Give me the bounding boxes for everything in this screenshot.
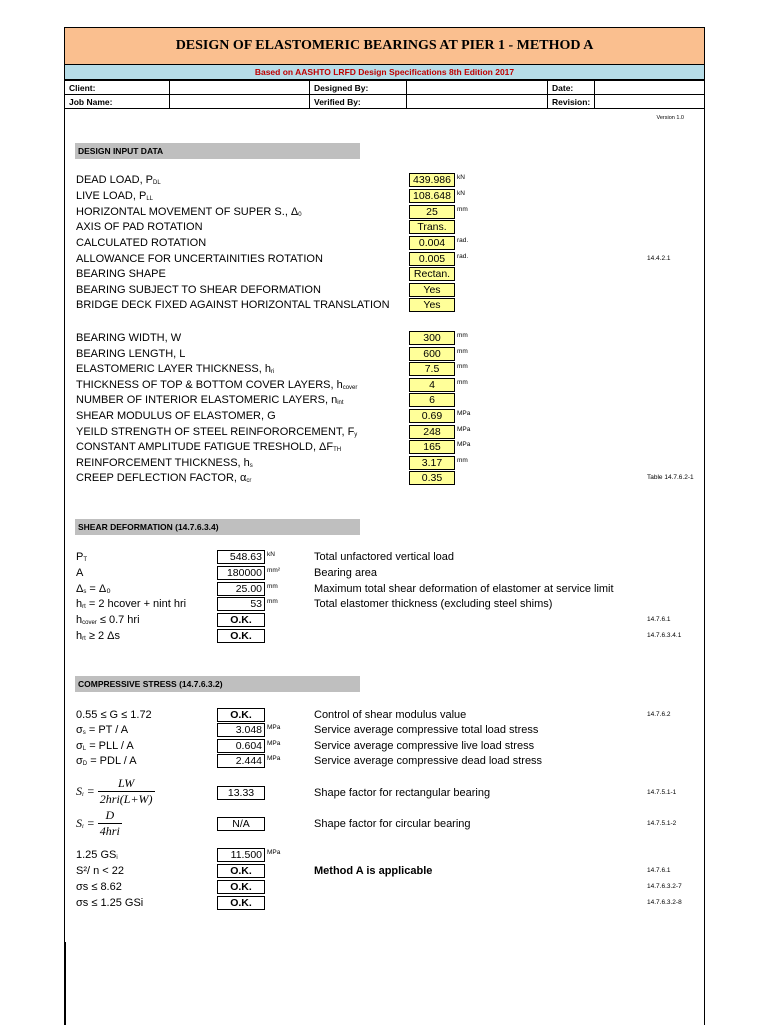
row-label: BEARING SUBJECT TO SHEAR DEFORMATION (76, 284, 321, 296)
row-label: $h_{rt} = 2$ hcover + nint hri (76, 598, 187, 611)
stress-row (65, 754, 704, 769)
stress-row (65, 723, 704, 738)
shear-value[interactable]: 25.00 (217, 582, 265, 596)
check-value[interactable]: O.K. (217, 880, 265, 894)
g-check-row (65, 708, 704, 723)
sheet-subtitle: Based on AASHTO LRFD Design Specifications 8th Edition 2017 (65, 65, 704, 80)
input-unit: mm (457, 347, 468, 355)
input-row (65, 283, 704, 298)
input-value[interactable]: 0.005 (409, 252, 455, 266)
check-value[interactable]: O.K. (217, 896, 265, 910)
section-header-compressive: COMPRESSIVE STRESS (14.7.6.3.2) (75, 676, 360, 692)
shear-unit: mm (267, 582, 278, 590)
input-row (65, 347, 704, 362)
input-value[interactable]: 165 (409, 440, 455, 454)
input-value[interactable]: 439.986 (409, 173, 455, 187)
input-row (65, 362, 704, 377)
row-label: ELASTOMERIC LAYER THICKNESS, $h_{ri}$ (76, 363, 275, 376)
row-label: $h_{rt} \ge 2$ Δs (76, 630, 120, 642)
input-row (65, 252, 704, 267)
shear-desc: Maximum total shear deformation of elastomer at service limit (314, 582, 614, 595)
input-row (65, 220, 704, 235)
input-unit: mm (457, 332, 468, 339)
input-row (65, 425, 704, 440)
stress-value[interactable]: 3.048 (217, 723, 265, 737)
input-value[interactable]: Rectan. (409, 267, 455, 281)
input-value[interactable]: 7.5 (409, 362, 455, 376)
row-label: CREEP DEFLECTION FACTOR, $\alpha_{cr}$ (76, 472, 252, 485)
designed-by-field[interactable] (407, 81, 548, 95)
check-label: σs ≤ 8.62 (76, 880, 122, 893)
shear-value[interactable]: 548.63 (217, 550, 265, 564)
input-row (65, 471, 704, 486)
gs-unit: MPa (267, 849, 281, 856)
input-value[interactable]: 4 (409, 378, 455, 392)
input-unit: mm (457, 378, 468, 386)
shear-row (65, 597, 704, 612)
input-ref: 14.4.2.1 (647, 255, 671, 262)
input-value[interactable]: Yes (409, 298, 455, 312)
gs-value[interactable]: 11.500 (217, 848, 265, 862)
check-label: S²/ n < 22 (76, 865, 125, 877)
stress-unit: MPa (267, 755, 281, 762)
check-desc: Method A is applicable (314, 865, 433, 877)
check-value[interactable]: O.K. (217, 864, 265, 878)
check-ref: 14.7.6.3.2-7 (647, 882, 682, 890)
row-label: $\sigma_L$ = PLL / A (76, 739, 134, 752)
shear-row (65, 550, 704, 565)
stress-desc: Service average compressive total load stress (314, 724, 539, 736)
input-value[interactable]: 0.69 (409, 409, 455, 423)
input-unit: rad. (457, 253, 469, 260)
shear-row (65, 582, 704, 597)
input-row (65, 393, 704, 408)
row-label: BRIDGE DECK FIXED AGAINST HORIZONTAL TRANSLATION (76, 299, 390, 311)
row-label: BEARING LENGTH, L (76, 347, 186, 360)
shear-desc: Total elastomer thickness (excluding steel shims) (314, 598, 553, 611)
check-label: σs ≤ 1.25 GSi (76, 896, 144, 909)
g-check-label: 0.55 ≤ G ≤ 1.72 (76, 709, 152, 721)
shear-value[interactable]: 180000 (217, 566, 265, 580)
row-label: REINFORCEMENT THICKNESS, $h_s$ (76, 456, 253, 469)
input-row (65, 189, 704, 204)
input-row (65, 298, 704, 313)
check-ref: 14.7.6.3.2-8 (647, 898, 682, 906)
client-field[interactable] (170, 81, 310, 95)
input-row (65, 267, 704, 282)
shape-factor-circ-value[interactable]: N/A (217, 817, 265, 831)
row-label: $\sigma_D$ = PDL / A (76, 755, 137, 767)
input-unit: rad. (457, 237, 469, 244)
row-label: CONSTANT AMPLITUDE FATIGUE TRESHOLD, $\Delta F_{TH}$ (76, 441, 342, 454)
revision-field[interactable] (595, 95, 705, 109)
input-row (65, 173, 704, 188)
input-value[interactable]: 108.648 (409, 189, 455, 203)
input-unit: kN (457, 190, 465, 197)
input-value[interactable]: 25 (409, 205, 455, 219)
row-label: THICKNESS OF TOP & BOTTOM COVER LAYERS, $h_{cover}$ (76, 378, 358, 391)
shear-row (65, 629, 704, 644)
input-unit: kN (457, 174, 465, 181)
section-header-input: DESIGN INPUT DATA (75, 143, 360, 159)
row-label: $h_{cover} \le 0.7$ hri (76, 614, 140, 627)
shear-value[interactable]: 53 (217, 597, 265, 611)
date-field[interactable] (595, 81, 705, 95)
worksheet (64, 27, 705, 1025)
row-label: ALLOWANCE FOR UNCERTAINITIES ROTATION (76, 253, 323, 265)
shape-factor-rect-desc: Shape factor for rectangular bearing (314, 787, 491, 799)
row-label: SHEAR MODULUS OF ELASTOMER, G (76, 410, 276, 422)
project-info-table (65, 80, 704, 109)
shape-factor-rect-value[interactable]: 13.33 (217, 786, 265, 800)
input-row (65, 440, 704, 455)
input-unit: mm (457, 456, 468, 464)
row-label: LIVE LOAD, $P_{LL}$ (76, 190, 153, 202)
shear-ref: 14.7.6.1 (647, 616, 671, 624)
version-label: Version 1.0 (656, 115, 684, 121)
stress-value[interactable]: 2.444 (217, 754, 265, 768)
input-unit: mm (457, 206, 468, 213)
sheet-title: DESIGN OF ELASTOMERIC BEARINGS AT PIER 1 - METHOD A (65, 28, 704, 65)
input-row (65, 205, 704, 220)
input-value[interactable]: 0.35 (409, 471, 455, 485)
shape-factor-rect-row (65, 786, 704, 801)
input-row (65, 236, 704, 251)
shear-unit: mm² (267, 566, 280, 574)
row-label: BEARING WIDTH, W (76, 332, 182, 344)
check-ref: 14.7.6.1 (647, 867, 671, 874)
input-value[interactable]: 0.004 (409, 236, 455, 250)
row-label: $\sigma_s$ = PT / A (76, 724, 129, 736)
input-unit: mm (457, 363, 468, 371)
input-value[interactable]: 600 (409, 347, 455, 361)
check-row (65, 896, 704, 911)
shape-factor-circ-ref: 14.7.5.1-2 (647, 820, 677, 827)
revision-label: Revision: (548, 95, 595, 109)
left-border-tail (65, 942, 66, 1025)
shape-factor-circ-formula: $S_i$ = $\frac{D}{\text{4hri}}$ (76, 808, 120, 838)
verified-by-field[interactable] (407, 95, 548, 109)
job-name-field[interactable] (170, 95, 310, 109)
input-value[interactable]: 300 (409, 331, 455, 345)
input-unit: MPa (457, 410, 471, 417)
row-label: BEARING SHAPE (76, 268, 166, 280)
shear-value[interactable]: O.K. (217, 613, 265, 627)
input-value[interactable]: 248 (409, 425, 455, 439)
verified-by-label: Verified By: (310, 95, 407, 109)
stress-desc: Service average compressive dead load stress (314, 755, 543, 767)
row-label: NUMBER OF INTERIOR ELASTOMERIC LAYERS, $n_{int}$ (76, 394, 344, 407)
check-row (65, 864, 704, 879)
row-label: $P_T$ (76, 551, 88, 563)
shear-row (65, 566, 704, 581)
designed-by-label: Designed By: (310, 81, 407, 95)
shear-unit: mm (267, 598, 278, 606)
input-row (65, 409, 704, 424)
input-value[interactable]: Trans. (409, 220, 455, 234)
g-check-ref: 14.7.6.2 (647, 711, 671, 718)
section-header-shear: SHEAR DEFORMATION (14.7.6.3.4) (75, 519, 360, 535)
g-check-desc: Control of shear modulus value (314, 709, 467, 721)
stress-unit: MPa (267, 724, 281, 731)
row-label: DEAD LOAD, $P_{DL}$ (76, 174, 161, 186)
input-ref: Table 14.7.6.2-1 (647, 474, 694, 482)
row-label: A (76, 566, 84, 579)
input-row (65, 378, 704, 393)
input-value[interactable]: 3.17 (409, 456, 455, 470)
input-row (65, 456, 704, 471)
shape-factor-circ-row (65, 817, 704, 832)
stress-row (65, 739, 704, 754)
row-label: $\Delta_s = \Delta_0$ (76, 582, 111, 595)
check-row (65, 880, 704, 895)
shape-factor-circ-desc: Shape factor for circular bearing (314, 818, 471, 830)
g-check-value[interactable]: O.K. (217, 708, 265, 722)
row-label: HORIZONTAL MOVEMENT OF SUPER S., $\Delta_0$ (76, 206, 302, 218)
input-value[interactable]: Yes (409, 283, 455, 297)
shape-factor-rect-formula: $S_i$ = $\frac{LW}{\text{2hri(L+W)}}$ (76, 776, 153, 806)
date-label: Date: (548, 81, 595, 95)
client-label: Client: (65, 81, 170, 95)
stress-value[interactable]: 0.604 (217, 739, 265, 753)
input-row (65, 331, 704, 346)
input-unit: MPa (457, 441, 471, 449)
row-label: AXIS OF PAD ROTATION (76, 221, 203, 233)
job-name-label: Job Name: (65, 95, 170, 109)
stress-desc: Service average compressive live load stress (314, 739, 535, 752)
shear-row (65, 613, 704, 628)
shear-ref: 14.7.6.3.4.1 (647, 632, 682, 639)
stress-unit: MPa (267, 739, 281, 747)
shear-value[interactable]: O.K. (217, 629, 265, 643)
shear-desc: Bearing area (314, 566, 377, 579)
row-label: CALCULATED ROTATION (76, 237, 207, 249)
gs-label: 1.25 $GS_i$ (76, 849, 118, 861)
input-unit: MPa (457, 425, 471, 433)
row-label: YEILD STRENGTH OF STEEL REINFORORCEMENT, $F_y$ (76, 425, 358, 438)
shape-factor-rect-ref: 14.7.5.1-1 (647, 789, 677, 796)
shear-desc: Total unfactored vertical load (314, 551, 455, 563)
input-value[interactable]: 6 (409, 393, 455, 407)
gs-row (65, 848, 704, 863)
shear-unit: kN (267, 551, 275, 558)
